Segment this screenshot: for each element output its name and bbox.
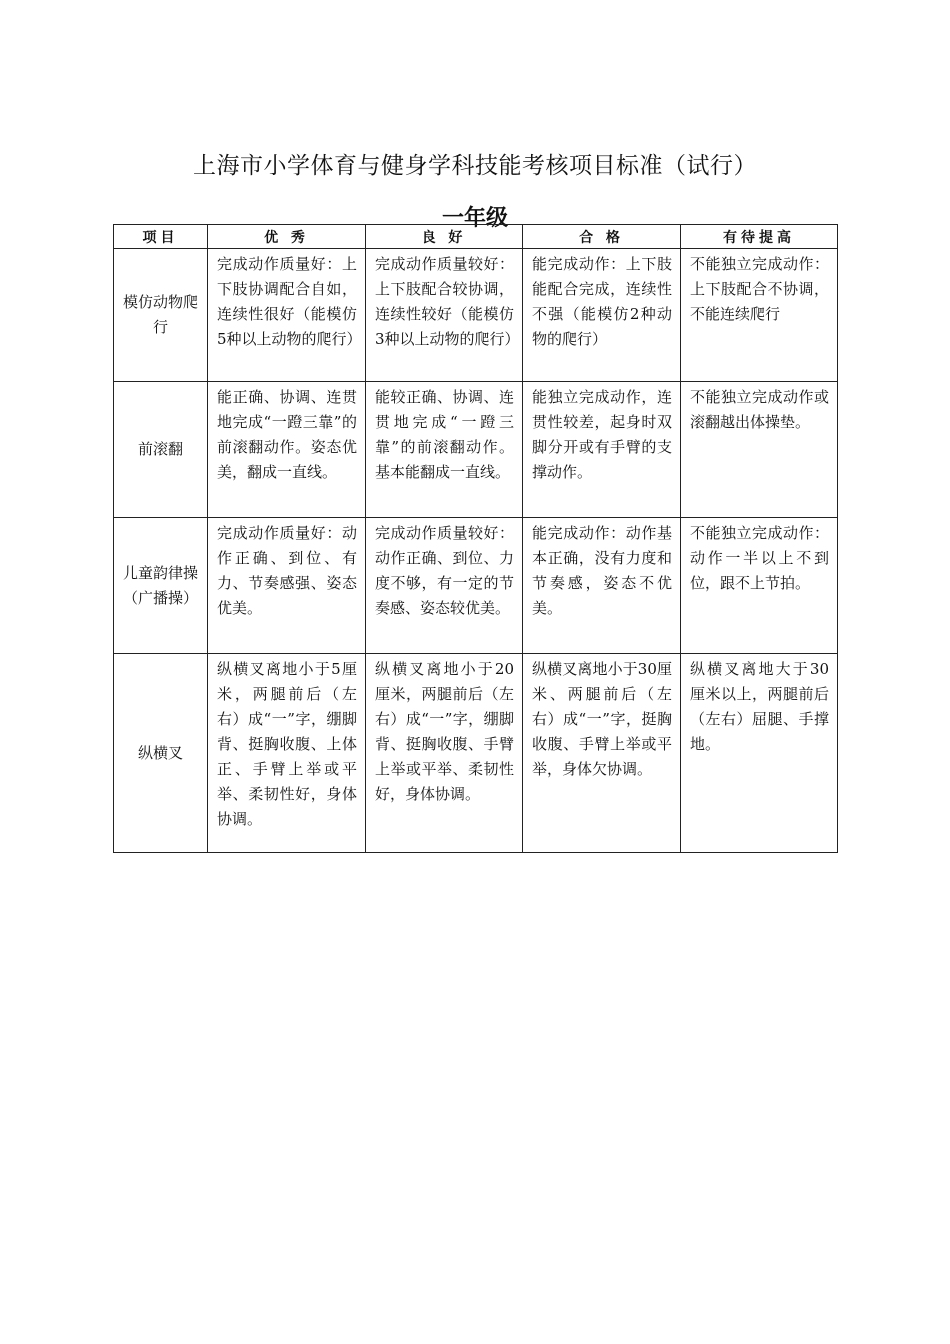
improve-cell: 纵横叉离地大于30厘米以上，两腿前后（左右）屈腿、手撑地。 xyxy=(681,654,838,853)
item-cell: 儿童韵律操（广播操） xyxy=(114,518,208,654)
good-cell: 纵横叉离地小于20厘米，两腿前后（左右）成“一”字，绷脚背、挺胸收腹、手臂上举或平举、柔韧性好，身体协调。 xyxy=(366,654,523,853)
excellent-cell: 纵横叉离地小于5厘米，两腿前后（左右）成“一”字，绷脚背、挺胸收腹、上体正、手臂上举或平举、柔韧性好，身体协调。 xyxy=(208,654,366,853)
good-cell: 能较正确、协调、连贯地完成“一蹬三靠”的前滚翻动作。基本能翻成一直线。 xyxy=(366,382,523,518)
table-row xyxy=(114,382,838,518)
excellent-cell: 能正确、协调、连贯地完成“一蹬三靠”的前滚翻动作。姿态优美，翻成一直线。 xyxy=(208,382,366,518)
excellent-cell: 完成动作质量好：动作正确、到位、有力、节奏感强、姿态优美。 xyxy=(208,518,366,654)
item-cell: 模仿动物爬行 xyxy=(114,249,208,382)
header-excellent: 优 秀 xyxy=(208,225,366,249)
improve-cell: 不能独立完成动作：上下肢配合不协调，不能连续爬行 xyxy=(681,249,838,382)
item-cell: 纵横叉 xyxy=(114,654,208,853)
improve-cell: 不能独立完成动作：动作一半以上不到位，跟不上节拍。 xyxy=(681,518,838,654)
improve-cell: 不能独立完成动作或滚翻越出体操垫。 xyxy=(681,382,838,518)
header-item: 项目 xyxy=(114,225,208,249)
table-row xyxy=(114,249,838,382)
table-row xyxy=(114,518,838,654)
item-cell: 前滚翻 xyxy=(114,382,208,518)
good-cell: 完成动作质量较好：上下肢配合较协调，连续性较好（能模仿3种以上动物的爬行） xyxy=(366,249,523,382)
pass-cell: 能独立完成动作，连贯性较差，起身时双脚分开或有手臂的支撑动作。 xyxy=(523,382,681,518)
excellent-cell: 完成动作质量好：上下肢协调配合自如，连续性很好（能模仿5种以上动物的爬行） xyxy=(208,249,366,382)
table-row xyxy=(114,654,838,853)
pass-cell: 能完成动作：上下肢能配合完成，连续性不强（能模仿2种动物的爬行） xyxy=(523,249,681,382)
pass-cell: 能完成动作：动作基本正确，没有力度和节奏感，姿态不优美。 xyxy=(523,518,681,654)
header-pass: 合 格 xyxy=(523,225,681,249)
good-cell: 完成动作质量较好：动作正确、到位、力度不够，有一定的节奏感、姿态较优美。 xyxy=(366,518,523,654)
document-title: 上海市小学体育与健身学科技能考核项目标准（试行） xyxy=(193,153,757,180)
grade-heading: 一年级 xyxy=(441,206,508,232)
header-needs-improvement: 有待提高 xyxy=(681,225,838,249)
header-good: 良 好 xyxy=(366,225,523,249)
skill-standards-table xyxy=(113,224,838,853)
pass-cell: 纵横叉离地小于30厘米、两腿前后（左右）成“一”字，挺胸收腹、手臂上举或平举，身体欠协调。 xyxy=(523,654,681,853)
table-header-row xyxy=(114,225,838,249)
